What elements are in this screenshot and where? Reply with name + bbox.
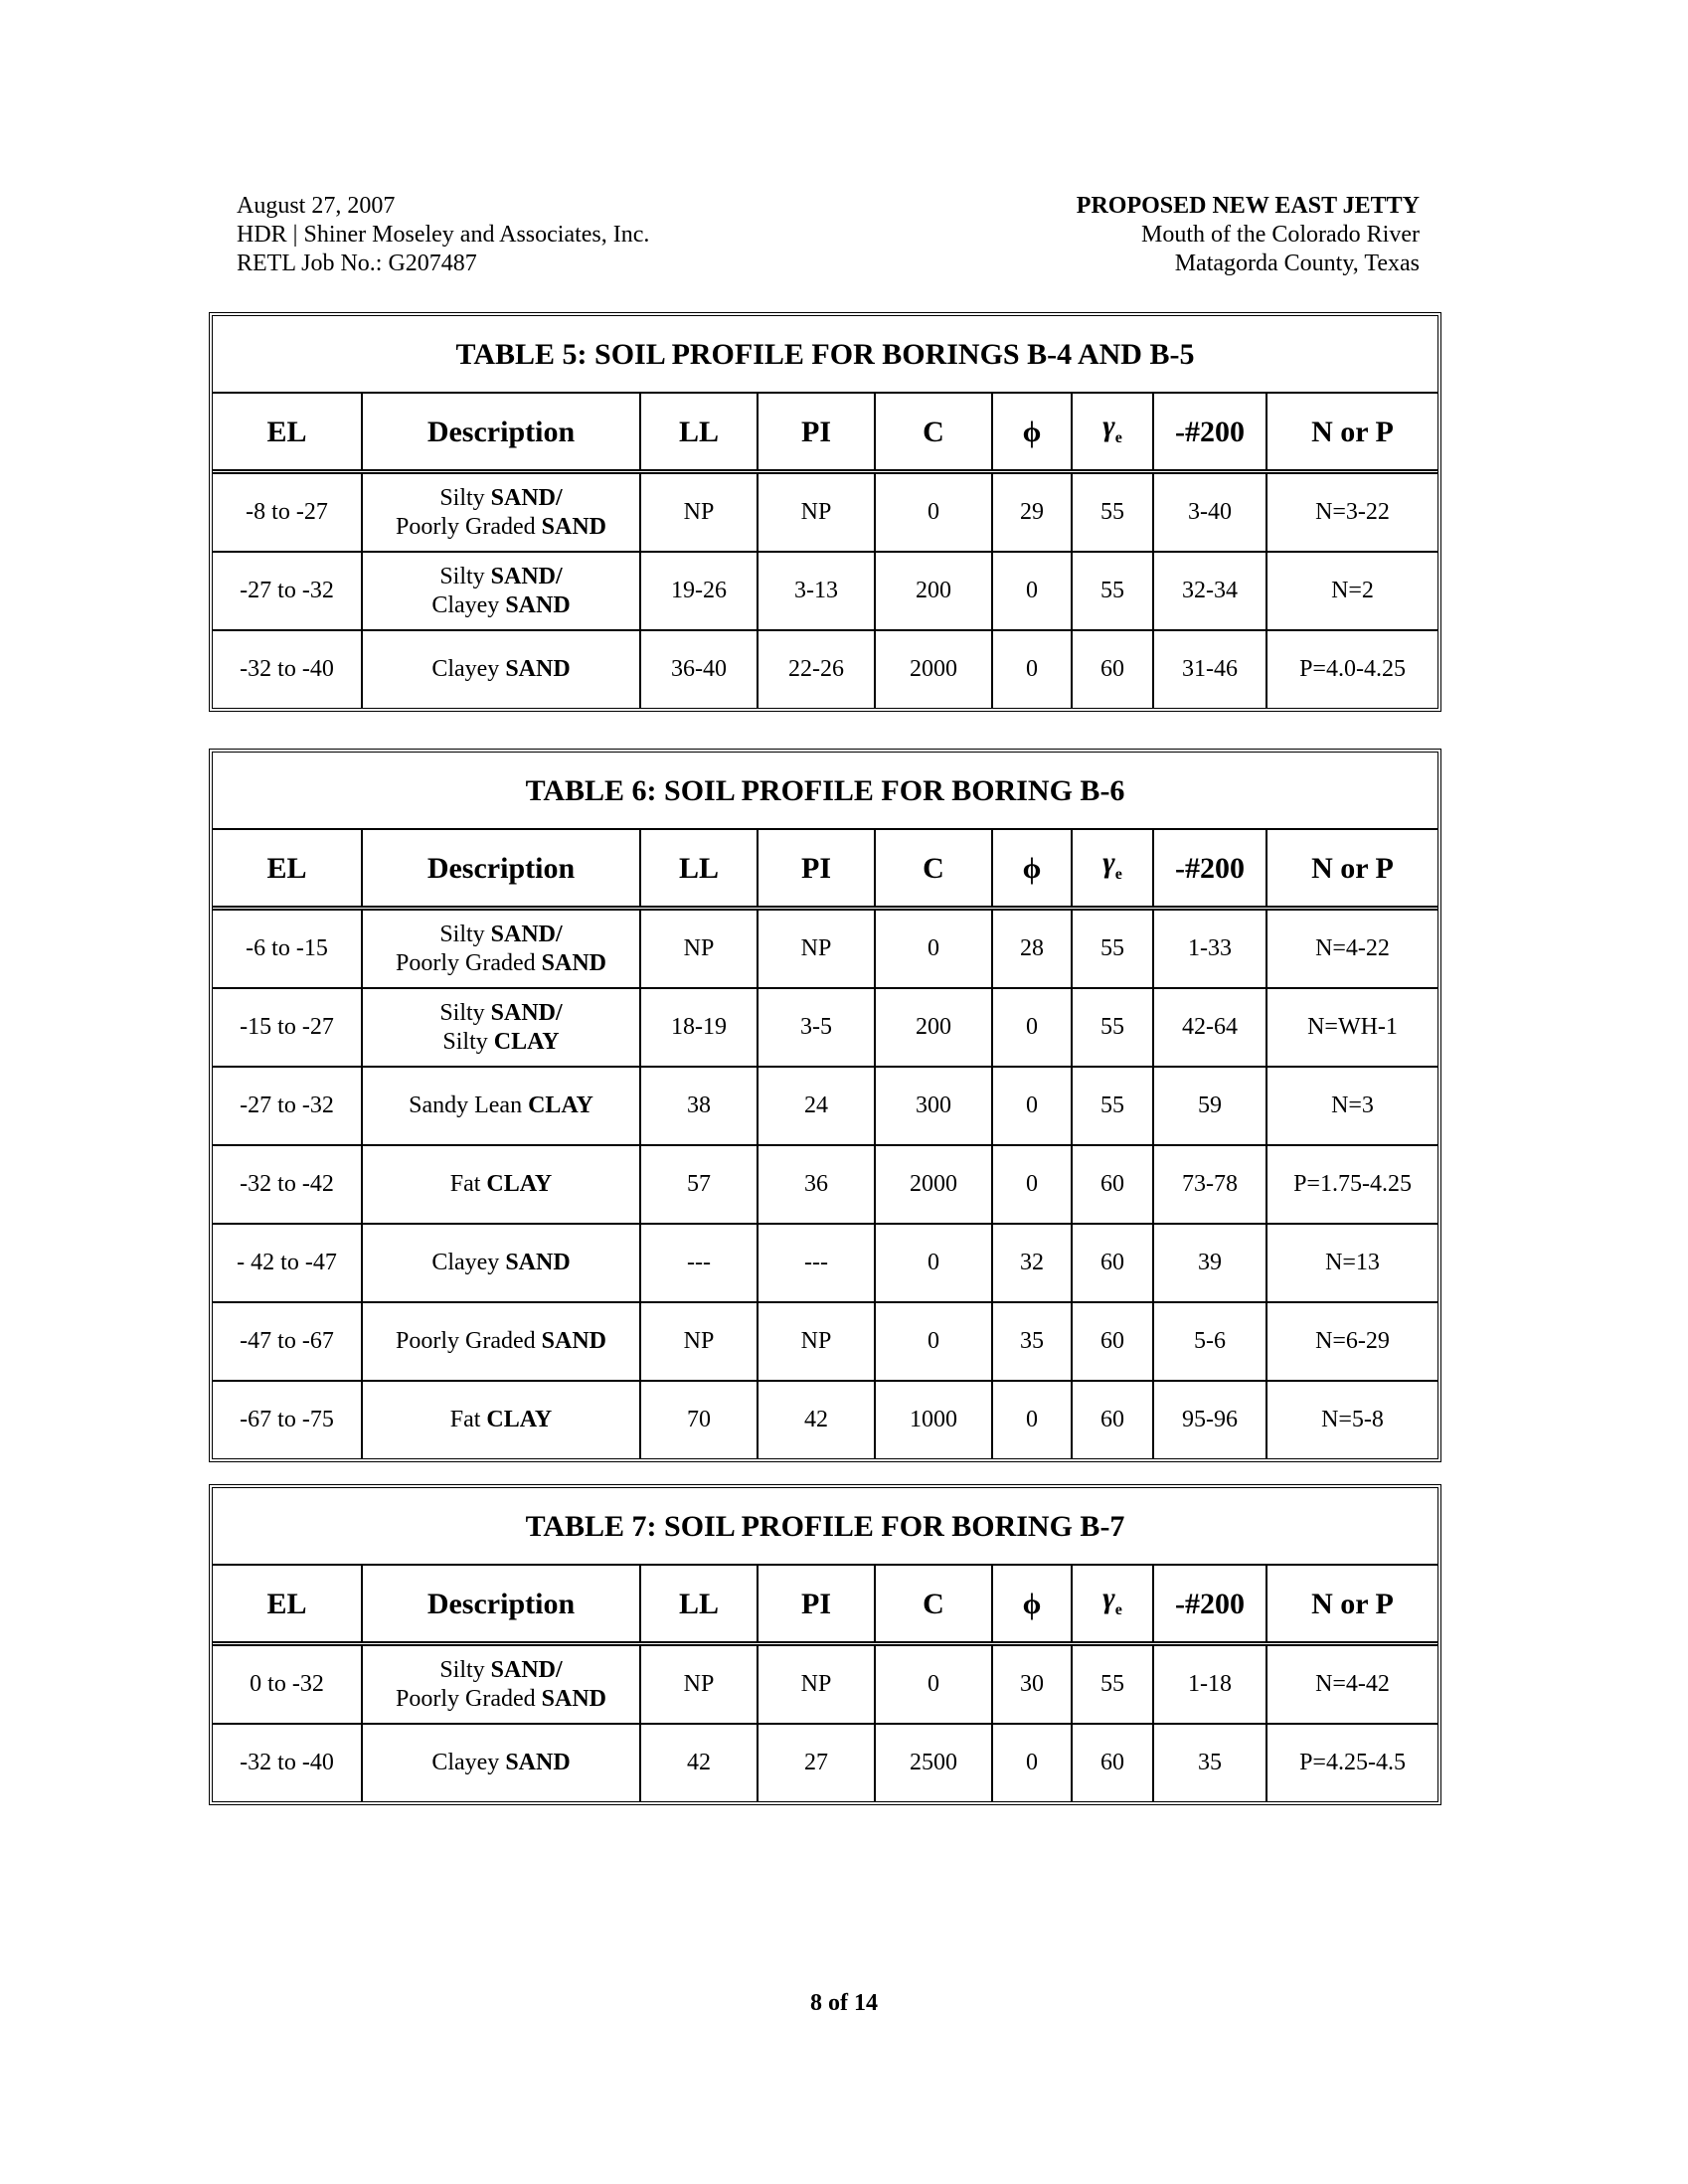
cell-passing-200: 73-78 xyxy=(1153,1145,1266,1224)
col-pi: PI xyxy=(758,393,875,472)
table-row xyxy=(213,630,1437,708)
col-n-or-p: N or P xyxy=(1266,1565,1437,1644)
cell-el: -6 to -15 xyxy=(213,909,362,989)
col-c: C xyxy=(875,1565,992,1644)
cell-gamma: 55 xyxy=(1072,1644,1153,1725)
cell-el: 0 to -32 xyxy=(213,1644,362,1725)
table-title: TABLE 5: SOIL PROFILE FOR BORINGS B-4 AND B-5 xyxy=(213,316,1437,393)
col-passing-200: -#200 xyxy=(1153,829,1266,909)
cell-n-or-p: P=4.0-4.25 xyxy=(1266,630,1437,708)
cell-gamma: 60 xyxy=(1072,1724,1153,1801)
cell-passing-200: 1-18 xyxy=(1153,1644,1266,1725)
cell-phi: 0 xyxy=(992,1067,1072,1145)
cell-c: 1000 xyxy=(875,1381,992,1458)
cell-gamma: 60 xyxy=(1072,630,1153,708)
cell-pi: NP xyxy=(758,909,875,989)
cell-description: Sandy Lean CLAY xyxy=(362,1067,640,1145)
header-company: HDR | Shiner Moseley and Associates, Inc. xyxy=(237,222,650,248)
cell-description: Silty SAND/ Poorly Graded SAND xyxy=(362,909,640,989)
cell-n-or-p: N=3 xyxy=(1266,1067,1437,1145)
cell-n-or-p: N=4-22 xyxy=(1266,909,1437,989)
cell-ll: 36-40 xyxy=(640,630,758,708)
col-phi: ϕ xyxy=(992,829,1072,909)
cell-description: Clayey SAND xyxy=(362,1224,640,1302)
col-passing-200: -#200 xyxy=(1153,393,1266,472)
cell-gamma: 55 xyxy=(1072,988,1153,1067)
table-title: TABLE 6: SOIL PROFILE FOR BORING B-6 xyxy=(213,753,1437,829)
cell-c: 0 xyxy=(875,1644,992,1725)
cell-passing-200: 59 xyxy=(1153,1067,1266,1145)
cell-el: -8 to -27 xyxy=(213,472,362,553)
cell-phi: 30 xyxy=(992,1644,1072,1725)
table-body xyxy=(213,472,1437,709)
cell-phi: 29 xyxy=(992,472,1072,553)
cell-n-or-p: N=5-8 xyxy=(1266,1381,1437,1458)
col-el: EL xyxy=(213,829,362,909)
table-row xyxy=(213,472,1437,553)
cell-gamma: 60 xyxy=(1072,1381,1153,1458)
soil-table-5 xyxy=(209,312,1441,712)
cell-passing-200: 42-64 xyxy=(1153,988,1266,1067)
cell-passing-200: 1-33 xyxy=(1153,909,1266,989)
cell-el: -47 to -67 xyxy=(213,1302,362,1381)
cell-description: Silty SAND/ Poorly Graded SAND xyxy=(362,472,640,553)
table-row xyxy=(213,1145,1437,1224)
cell-n-or-p: N=6-29 xyxy=(1266,1302,1437,1381)
cell-description: Poorly Graded SAND xyxy=(362,1302,640,1381)
col-c: C xyxy=(875,393,992,472)
cell-ll: 57 xyxy=(640,1145,758,1224)
table-row xyxy=(213,552,1437,630)
cell-ll: 70 xyxy=(640,1381,758,1458)
cell-gamma: 60 xyxy=(1072,1302,1153,1381)
cell-ll: NP xyxy=(640,472,758,553)
cell-ll: 18-19 xyxy=(640,988,758,1067)
table-body xyxy=(213,1644,1437,1802)
table-body xyxy=(213,909,1437,1459)
soil-table-7 xyxy=(209,1484,1441,1805)
cell-description: Silty SAND/ Poorly Graded SAND xyxy=(362,1644,640,1725)
cell-pi: 42 xyxy=(758,1381,875,1458)
cell-el: -15 to -27 xyxy=(213,988,362,1067)
col-description: Description xyxy=(362,1565,640,1644)
cell-el: -32 to -40 xyxy=(213,1724,362,1801)
cell-pi: NP xyxy=(758,1302,875,1381)
col-pi: PI xyxy=(758,1565,875,1644)
cell-pi: 27 xyxy=(758,1724,875,1801)
col-ll: LL xyxy=(640,1565,758,1644)
cell-el: -27 to -32 xyxy=(213,1067,362,1145)
table-row xyxy=(213,1644,1437,1725)
header-project: PROPOSED NEW EAST JETTY xyxy=(1076,193,1420,219)
cell-el: -32 to -40 xyxy=(213,630,362,708)
cell-description: Clayey SAND xyxy=(362,1724,640,1801)
cell-gamma: 60 xyxy=(1072,1145,1153,1224)
table-row xyxy=(213,1724,1437,1801)
cell-n-or-p: N=3-22 xyxy=(1266,472,1437,553)
cell-description: Fat CLAY xyxy=(362,1145,640,1224)
cell-phi: 0 xyxy=(992,1724,1072,1801)
cell-phi: 0 xyxy=(992,1381,1072,1458)
cell-passing-200: 32-34 xyxy=(1153,552,1266,630)
cell-n-or-p: N=WH-1 xyxy=(1266,988,1437,1067)
cell-passing-200: 39 xyxy=(1153,1224,1266,1302)
cell-c: 0 xyxy=(875,1302,992,1381)
cell-n-or-p: P=4.25-4.5 xyxy=(1266,1724,1437,1801)
cell-phi: 28 xyxy=(992,909,1072,989)
cell-gamma: 55 xyxy=(1072,909,1153,989)
cell-pi: 24 xyxy=(758,1067,875,1145)
cell-gamma: 55 xyxy=(1072,472,1153,553)
cell-phi: 0 xyxy=(992,630,1072,708)
col-passing-200: -#200 xyxy=(1153,1565,1266,1644)
cell-phi: 0 xyxy=(992,1145,1072,1224)
cell-pi: NP xyxy=(758,1644,875,1725)
cell-phi: 35 xyxy=(992,1302,1072,1381)
header-job-number: RETL Job No.: G207487 xyxy=(237,251,477,276)
cell-c: 0 xyxy=(875,909,992,989)
col-n-or-p: N or P xyxy=(1266,829,1437,909)
cell-gamma: 60 xyxy=(1072,1224,1153,1302)
cell-pi: NP xyxy=(758,472,875,553)
cell-n-or-p: P=1.75-4.25 xyxy=(1266,1145,1437,1224)
table-row xyxy=(213,1381,1437,1458)
cell-pi: 3-13 xyxy=(758,552,875,630)
table-row xyxy=(213,1224,1437,1302)
cell-pi: 36 xyxy=(758,1145,875,1224)
cell-n-or-p: N=4-42 xyxy=(1266,1644,1437,1725)
col-phi: ϕ xyxy=(992,393,1072,472)
col-gamma: $\gamma_e$ xyxy=(1072,393,1153,472)
col-pi: PI xyxy=(758,829,875,909)
col-ll: LL xyxy=(640,393,758,472)
col-description: Description xyxy=(362,393,640,472)
cell-n-or-p: N=2 xyxy=(1266,552,1437,630)
cell-el: - 42 to -47 xyxy=(213,1224,362,1302)
cell-passing-200: 31-46 xyxy=(1153,630,1266,708)
cell-gamma: 55 xyxy=(1072,1067,1153,1145)
cell-c: 0 xyxy=(875,472,992,553)
soil-table-6 xyxy=(209,749,1441,1462)
cell-phi: 0 xyxy=(992,552,1072,630)
cell-ll: 38 xyxy=(640,1067,758,1145)
table-row xyxy=(213,988,1437,1067)
cell-c: 300 xyxy=(875,1067,992,1145)
header-left xyxy=(237,192,649,278)
cell-c: 2000 xyxy=(875,630,992,708)
table-row xyxy=(213,1302,1437,1381)
header-location: Mouth of the Colorado River xyxy=(1141,222,1420,248)
table-row xyxy=(213,1067,1437,1145)
cell-n-or-p: N=13 xyxy=(1266,1224,1437,1302)
cell-phi: 0 xyxy=(992,988,1072,1067)
col-gamma: $\gamma_e$ xyxy=(1072,829,1153,909)
col-description: Description xyxy=(362,829,640,909)
col-gamma: $\gamma_e$ xyxy=(1072,1565,1153,1644)
cell-description: Clayey SAND xyxy=(362,630,640,708)
cell-pi: 22-26 xyxy=(758,630,875,708)
cell-el: -32 to -42 xyxy=(213,1145,362,1224)
cell-c: 2500 xyxy=(875,1724,992,1801)
cell-ll: 19-26 xyxy=(640,552,758,630)
cell-passing-200: 95-96 xyxy=(1153,1381,1266,1458)
header-date: August 27, 2007 xyxy=(237,193,396,219)
cell-ll: NP xyxy=(640,1302,758,1381)
cell-passing-200: 5-6 xyxy=(1153,1302,1266,1381)
cell-description: Silty SAND/ Clayey SAND xyxy=(362,552,640,630)
cell-ll: NP xyxy=(640,1644,758,1725)
cell-ll: NP xyxy=(640,909,758,989)
table-row xyxy=(213,909,1437,989)
table-title: TABLE 7: SOIL PROFILE FOR BORING B-7 xyxy=(213,1488,1437,1565)
cell-description: Silty SAND/ Silty CLAY xyxy=(362,988,640,1067)
header-county: Matagorda County, Texas xyxy=(1174,251,1420,276)
cell-ll: --- xyxy=(640,1224,758,1302)
col-n-or-p: N or P xyxy=(1266,393,1437,472)
cell-phi: 32 xyxy=(992,1224,1072,1302)
col-el: EL xyxy=(213,1565,362,1644)
cell-el: -67 to -75 xyxy=(213,1381,362,1458)
cell-passing-200: 35 xyxy=(1153,1724,1266,1801)
cell-ll: 42 xyxy=(640,1724,758,1801)
cell-passing-200: 3-40 xyxy=(1153,472,1266,553)
col-phi: ϕ xyxy=(992,1565,1072,1644)
cell-c: 2000 xyxy=(875,1145,992,1224)
cell-pi: --- xyxy=(758,1224,875,1302)
cell-description: Fat CLAY xyxy=(362,1381,640,1458)
header-right xyxy=(994,192,1420,278)
cell-el: -27 to -32 xyxy=(213,552,362,630)
cell-c: 0 xyxy=(875,1224,992,1302)
col-el: EL xyxy=(213,393,362,472)
cell-c: 200 xyxy=(875,988,992,1067)
page-number: 8 of 14 xyxy=(810,1990,878,2016)
cell-c: 200 xyxy=(875,552,992,630)
cell-gamma: 55 xyxy=(1072,552,1153,630)
col-c: C xyxy=(875,829,992,909)
col-ll: LL xyxy=(640,829,758,909)
cell-pi: 3-5 xyxy=(758,988,875,1067)
